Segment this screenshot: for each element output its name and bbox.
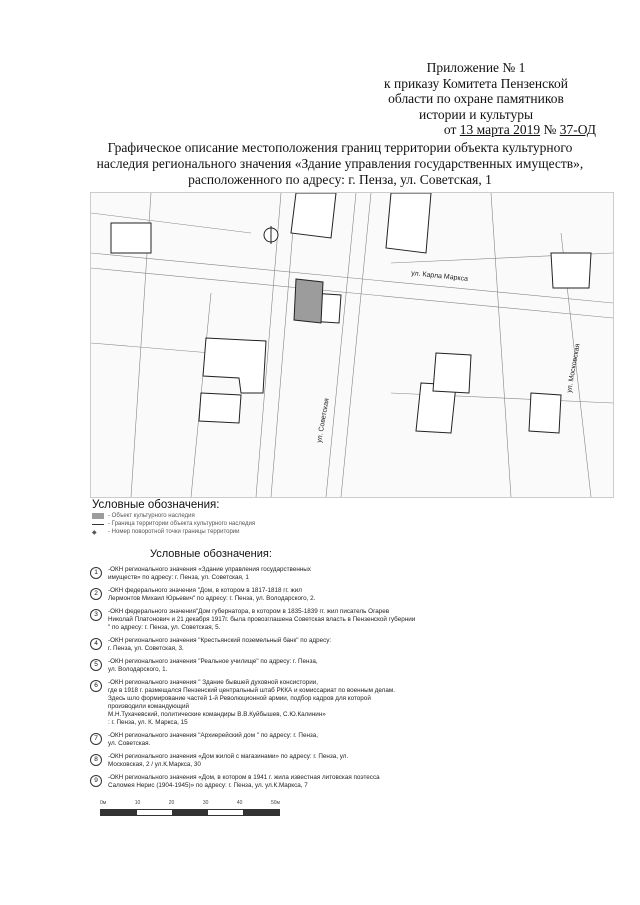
item-number-badge: 7 [90, 733, 102, 745]
title-line-1: Графическое описание местоположения границ территории объекта культурного [107, 140, 573, 155]
title-line-3: расположенного по адресу: г. Пенза, ул. Советская, 1 [188, 172, 492, 187]
scale-bar [100, 800, 280, 816]
scale-segments [100, 809, 280, 816]
appendix-line-4: истории и культуры [418, 106, 534, 122]
item-number-badge: 3 [90, 609, 102, 621]
scale-labels [100, 800, 280, 806]
appendix-date-line [356, 122, 596, 138]
item-number-badge: 1 [90, 567, 102, 579]
legend-item [90, 608, 620, 632]
item-number-badge: 8 [90, 754, 102, 766]
order-date: 13 марта 2019 [459, 122, 541, 137]
legend-top-row-text: - Граница территории объекта культурного наследия [108, 521, 256, 527]
item-number-badge: 2 [90, 588, 102, 600]
legend-item [90, 732, 620, 748]
date-prefix: от [443, 122, 460, 137]
legend-item [90, 566, 620, 582]
scale-label: 0м [100, 800, 107, 806]
legend-item [90, 679, 620, 727]
scale-label: 40 [236, 800, 243, 806]
boundary-line-icon [92, 524, 104, 525]
appendix-header [356, 60, 596, 138]
site-map [90, 192, 614, 498]
item-text: -ОКН федерального значения"Дом губернатора, в котором в 1835-1839 гг. жил писатель Огарев Николай Платонович и 21 декабря 1917г. была провозглашена Советская власть в Пензенской губернии " по адресу: г. Пенза, ул. Советская, 5. [108, 608, 416, 631]
legend-top [92, 499, 255, 535]
appendix-line-3: области по охране памятников [388, 91, 564, 106]
street-label-karla-marksa: ул. Карла Маркса [410, 270, 469, 283]
object-territory [294, 279, 323, 323]
item-number-badge: 4 [90, 638, 102, 650]
item-text: -ОКН регионального значения «Здание управления государственных имуществ» по адресу: г. Пенза, ул. Советская, 1 [108, 566, 311, 581]
street-label-moskovskaya: ул. Московская [566, 343, 582, 394]
item-number-badge: 9 [90, 775, 102, 787]
legend-top-row [92, 521, 255, 527]
legend-top-row [92, 529, 255, 535]
legend-item [90, 658, 620, 674]
item-text: -ОКН регионального значения "Архиерейский дом " по адресу: г. Пенза, ул. Советская. [108, 732, 319, 747]
item-text: -ОКН федерального значения "Дом, в котором в 1817-1818 гг. жил Лермонтов Михаил Юрьевич" по адресу: г. Пенза, ул. Володарского, 2. [108, 587, 316, 602]
legend-item [90, 774, 620, 790]
legend-item [90, 587, 620, 603]
legend-top-row-text: - Объект культурного наследия [108, 513, 195, 519]
legend-main-header: Условные обозначения: [150, 548, 272, 560]
scale-label: 10 [134, 800, 141, 806]
legend-item [90, 637, 620, 653]
item-number-badge: 5 [90, 659, 102, 671]
legend-top-header: Условные обозначения: [92, 499, 220, 511]
turn-point-icon: ◆ [92, 530, 97, 536]
legend-item [90, 753, 620, 769]
object-swatch-icon [92, 513, 104, 519]
scale-label: 30 [202, 800, 209, 806]
item-text: -ОКН регионального значения " Здание бывшей духовной консистории, где в 1918 г. размещался Пензенский центральный штаб РККА и комиссариат по военным делам. Здесь шло формирование частей 1-й Революционной армии, подбор кадров для которой производили командующий М.Н.Тухачевский, политические командиры В.В.Куйбышев, С.Ю.Калинин» : г. Пенза, ул. К. Маркса, 15 [108, 679, 395, 726]
title-line-2: наследия регионального значения «Здание управления государственных имуществ», [96, 156, 584, 171]
site-map-drawing [91, 193, 613, 497]
street-label-sovetskaya: ул. Советская [316, 397, 331, 444]
legend-top-row [92, 513, 255, 519]
order-number: 37-ОД [559, 122, 596, 137]
number-prefix: № [540, 122, 560, 137]
item-text: -ОКН регионального значения «Дом, в котором в 1941 г. жила известная литовская поэтесса Саломея Нерис (1904-1945)» по адресу: г. Пенза, ул. ул.К.Маркса, 7 [108, 774, 380, 789]
item-number-badge: 6 [90, 680, 102, 692]
scale-label: 20 [168, 800, 175, 806]
document-title [70, 140, 610, 188]
scale-label: 50м [270, 800, 280, 806]
legend-main [90, 548, 620, 795]
item-text: -ОКН регионального значения «Дом жилой с магазинами» по адресу: г. Пенза, ул. Московская, 2 / ул.К.Маркса, 30 [108, 753, 349, 768]
appendix-line-2: к приказу Комитета Пензенской [384, 75, 568, 91]
item-text: -ОКН регионального значения "Крестьянский поземельный банк" по адресу: г. Пенза, ул. Советская, 3. [108, 637, 332, 652]
appendix-line-1: Приложение № 1 [426, 60, 526, 75]
item-text: -ОКН регионального значения "Реальное училище" по адресу: г. Пенза, ул. Володарского, 1. [108, 658, 318, 673]
legend-top-row-text: - Номер поворотной точки границы территории [108, 529, 240, 535]
